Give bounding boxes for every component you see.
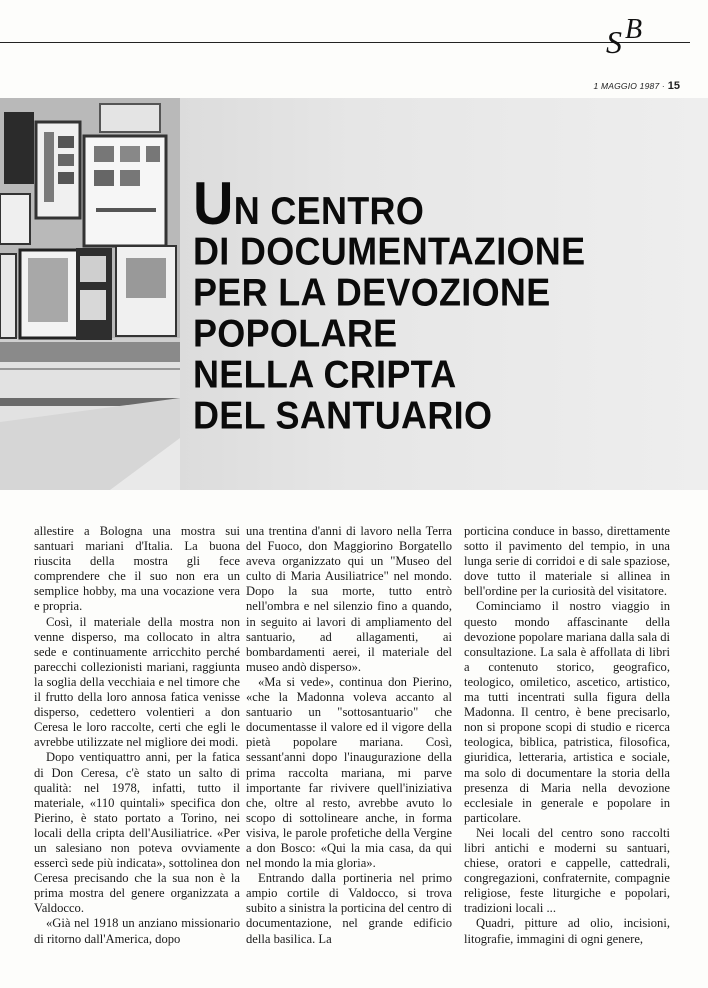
hero-section [0,98,708,490]
paragraph: porticina conduce in basso, direttamente sotto il pavimento del tempio, in una lunga serie di corridoi e di sale spaziose, dove tutto il materiale si allinea in bell'ordine per la curiosità del visitatore. [464,524,670,599]
logo-letter-b: B [625,14,643,45]
title-line-4: POPOLARE [193,311,398,355]
logo-letter-s: S [606,24,622,60]
title-line-1: UN CENTRO [193,169,425,237]
title-line-5: NELLA CRIPTA [193,352,457,396]
paragraph: allestire a Bologna una mostra sui santuari mariani d'Italia. La buona riuscita della mostra gli fece comprendere che il suo non era un semplice hobby, ma una vocazione vera e propria. [34,524,240,614]
paragraph: una trentina d'anni di lavoro nella Terra del Fuoco, don Maggiorino Borgatello aveva organizzato qui un "Museo del culto di Maria Ausiliatrice" nel mondo. Dopo la sua morte, tutto entrò nell'ombra e nel silenzio fino a quando, in seguito ai lavori di ampliamento del santuario, ad allagamenti, ai bombardamenti aerei, il materiale del museo andò disperso». [246,524,452,674]
body-column-1 [34,524,240,947]
paragraph: Cominciamo il nostro viaggio in questo mondo affascinante della devozione popolare mariana dalla sala di consultazione. La sala è affollata di libri a contenuto storico, geografico, teologico, omiletico, ascetico, artistico, ma tutti incentrati sulla figura della Madonna. Il centro, è bene precisarlo, non si propone scopi di studio e ricerca teologica, biblica, patristica, filosofica, giuridica, letteraria, artistica e sociale, ma solo di documentare la storia della presenza di Maria nella devozione ecclesiale in generale e popolare in particolare. [464,599,670,825]
paragraph: «Ma si vede», continua don Pierino, «che la Madonna voleva accanto al santuario un "sottosantuario" che documentasse il valore ed il vigore della pietà popolare mariana. Così, sessant'anni dopo l'inaugurazione della prima raccolta mariana, mi parve importante far rivivere quell'iniziativa che, oltre al resto, avrebbe avuto lo scopo di sottolineare anche, in forma visiva, le parole profetiche della Vergine a don Bosco: «Qui la mia casa, da qui nel mondo la mia gloria». [246,674,452,871]
paragraph: Così, il materiale della mostra non venne disperso, ma collocato in altra sede e continuamente arricchito perché parecchi collezionisti mariani, raggiunta la soglia della vecchiaia e nel timore che il frutto della loro annosa fatica venisse disperso, cedettero volentieri a don Ceresa le loro raccolte, certi che egli le avrebbe utilizzate nel migliore dei modi. [34,614,240,750]
title-line-2: DI DOCUMENTAZIONE [193,229,586,273]
paragraph: Entrando dalla portineria nel primo ampio cortile di Valdocco, si trova subito a sinistra la porticina del centro di documentazione, nel grande edificio della basilica. La [246,871,452,946]
title-line-6: DEL SANTUARIO [193,393,493,437]
body-column-2 [246,524,452,947]
paragraph: «Già nel 1918 un anziano missionario di ritorno dall'America, dopo [34,916,240,946]
issue-date: 1 MAGGIO 1987 · [593,81,665,91]
article-title [193,169,586,437]
paragraph: Dopo ventiquattro anni, per la fatica di Don Ceresa, c'è stato un salto di qualità: nel 1978, infatti, tutto il materiale, «110 quintali» specifica don Pierino, è stato portato a Torino, nei locali della cripta dell'Ausiliatrice. «Per un salesiano non poteva ovviamente essercì sede più indicata», sottolinea don Ceresa precisando che la sua non è la prima mostra del genere organizzata a Valdocco. [34,750,240,916]
dateline [593,80,680,92]
paragraph: Quadri, pitture ad olio, incisioni, litografie, immagini di ogni genere, [464,916,670,946]
header-rule [0,42,690,43]
title-drop-initial: U [193,169,234,237]
body-column-3 [464,524,670,947]
paragraph: Nei locali del centro sono raccolti libri antichi e moderni su santuari, chiese, oratori e cappelle, cattedrali, congregazioni, confraternite, compagnie religiose, feste liturgiche e popolari, tradizioni locali ... [464,825,670,916]
magazine-logo [606,14,686,60]
title-line-3: PER LA DEVOZIONE [193,270,551,314]
exhibition-photo [0,98,180,490]
page-number: 15 [667,80,680,92]
